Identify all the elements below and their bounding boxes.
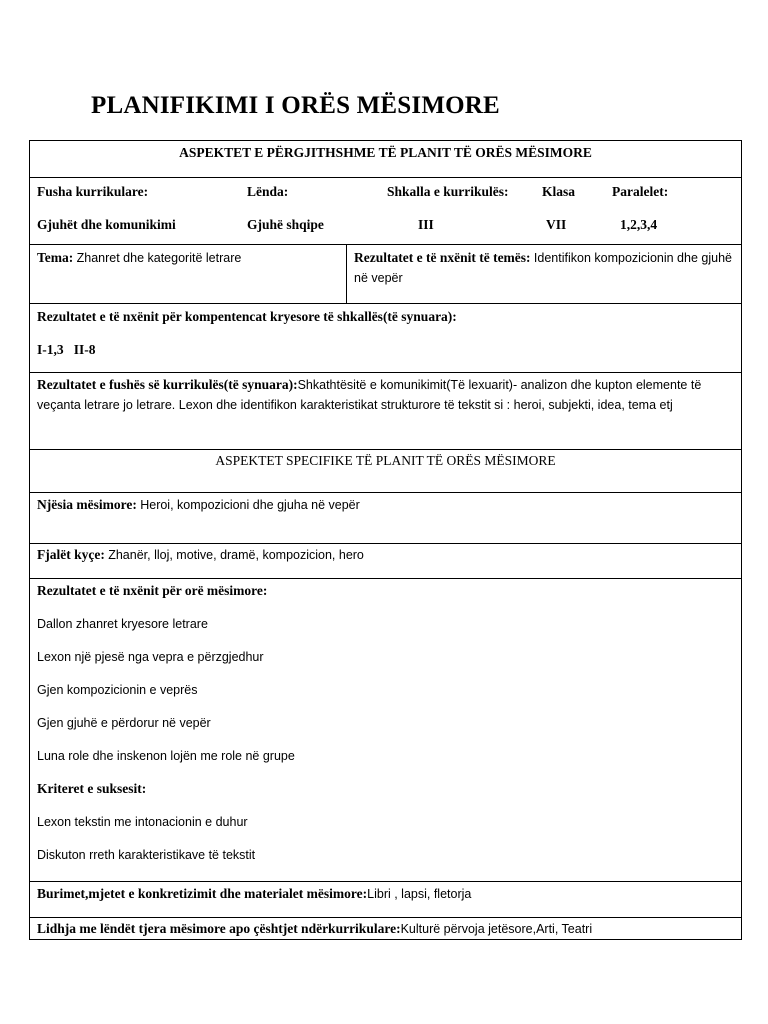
fields-labels: [37, 182, 734, 202]
topic-value: Zhanret dhe kategoritë letrare: [76, 251, 242, 265]
specific-header-row: [30, 450, 742, 493]
lesson-results-cell: [30, 579, 742, 882]
field-results-label: Rezultatet e fushës së kurrikulës(të synuara):: [37, 377, 298, 392]
competence-row: [30, 304, 742, 373]
specific-header: ASPEKTET SPECIFIKE TË PLANIT TË ORËS MËSIMORE: [30, 450, 742, 493]
field-value: Gjuhët dhe komunikimi: [37, 217, 176, 232]
criteria-label: Kriteret e suksesit:: [37, 781, 147, 796]
unit-cell: [30, 493, 742, 544]
unit-row: [30, 493, 742, 544]
parallels-label: Paralelet:: [612, 184, 669, 199]
lesson-result-item: Gjen kompozicionin e veprës: [37, 683, 198, 697]
general-header: ASPEKTET E PËRGJITHSHME TË PLANIT TË ORËS MËSIMORE: [30, 141, 742, 178]
lesson-result-item: Luna role dhe inskenon lojën me role në grupe: [37, 749, 295, 763]
parallels-value: 1,2,3,4: [620, 217, 658, 232]
topic-cell: [30, 245, 347, 304]
field-results-cell: [30, 373, 742, 450]
keywords-row: [30, 544, 742, 579]
criteria-item: Lexon tekstin me intonacionin e duhur: [37, 815, 248, 829]
unit-value: Heroi, kompozicioni dhe gjuha në vepër: [140, 498, 360, 512]
stage-label: Shkalla e kurrikulës:: [387, 184, 509, 199]
fields-row: [30, 178, 742, 245]
stage-value: III: [418, 217, 434, 232]
lesson-plan-table: [29, 140, 742, 940]
grade-value: VII: [546, 217, 567, 232]
unit-label: Njësia mësimore:: [37, 497, 137, 512]
topic-results-cell: [347, 245, 742, 304]
lesson-result-item: Gjen gjuhë e përdorur në vepër: [37, 716, 211, 730]
keywords-cell: [30, 544, 742, 579]
links-label: Lidhja me lëndët tjera mësimore apo çështjet ndërkurrikulare:: [37, 921, 401, 936]
competence-cell: [30, 304, 742, 373]
general-header-row: [30, 141, 742, 178]
lesson-results-label: Rezultatet e të nxënit për orë mësimore:: [37, 583, 268, 598]
lesson-results-row: [30, 579, 742, 882]
topic-results-value: Identifikon kompozicionin dhe gjuhë në vepër: [354, 251, 732, 285]
keywords-label: Fjalët kyçe:: [37, 547, 105, 562]
links-row: [30, 918, 742, 940]
topic-label: Tema:: [37, 250, 74, 265]
field-results-value: Shkathtësitë e komunikimit(Të lexuarit)- analizon dhe kupton elemente të veçanta letrare jo letrare. Lexon dhe identifikon karakteristikat strukturore të tekstit si : heroi, subjekti, idea, tema etj: [37, 378, 702, 412]
criteria-item: Diskuton rreth karakteristikave të tekstit: [37, 848, 256, 862]
links-value: Kulturë përvoja jetësore,Arti, Teatri: [400, 922, 593, 936]
lesson-result-item: Lexon një pjesë nga vepra e përzgjedhur: [37, 650, 264, 664]
field-results-row: [30, 373, 742, 450]
competence-label: Rezultatet e të nxënit për kompentencat kryesore të shkallës(të synuara):: [37, 309, 457, 324]
field-label: Fusha kurrikulare:: [37, 184, 149, 199]
subject-label: Lënda:: [247, 184, 289, 199]
fields-values: [37, 215, 734, 235]
keywords-value: Zhanër, lloj, motive, dramë, kompozicion, hero: [108, 548, 364, 562]
competence-value: I-1,3 II-8: [37, 342, 96, 357]
resources-label: Burimet,mjetet e konkretizimit dhe materialet mësimore:: [37, 886, 368, 901]
grade-label: Klasa: [542, 184, 576, 199]
links-cell: [30, 918, 742, 940]
page-title: PLANIFIKIMI I ORËS MËSIMORE: [91, 92, 500, 119]
resources-cell: [30, 882, 742, 918]
topic-results-label: Rezultatet e të nxënit të temës:: [354, 250, 531, 265]
lesson-result-item: Dallon zhanret kryesore letrare: [37, 617, 208, 631]
topic-row: [30, 245, 742, 304]
subject-value: Gjuhë shqipe: [247, 217, 324, 232]
resources-row: [30, 882, 742, 918]
resources-value: Libri , lapsi, fletorja: [367, 887, 472, 901]
